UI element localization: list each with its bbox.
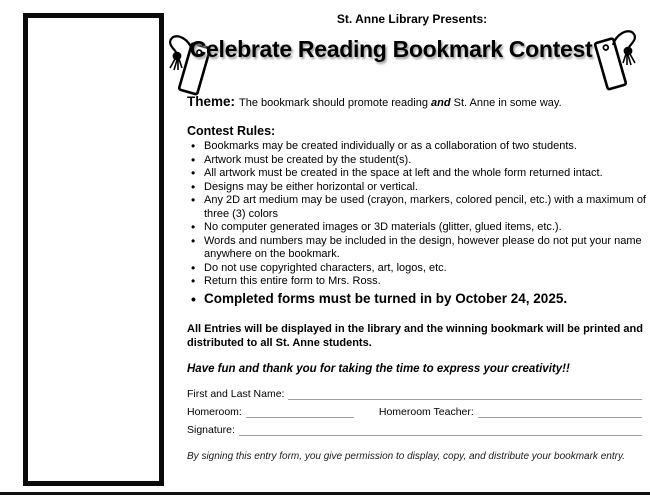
theme-emphasis: and	[431, 97, 451, 109]
rule-item: • All artwork must be created in the space at left and the whole form returned intact.	[187, 167, 649, 181]
permission-note: By signing this entry form, you give permission to display, copy, and distribute your bookmark entry.	[187, 451, 625, 462]
homeroom-teacher-label: Homeroom Teacher:	[378, 406, 474, 418]
bookmark-tassel-icon	[578, 26, 640, 92]
rule-item: • Designs may be either horizontal or vertical.	[187, 181, 649, 195]
theme-text-after: St. Anne in some way.	[450, 97, 562, 109]
rule-item: • Words and numbers may be included in the design, however please do not put your name anywhere on the bookmark.	[187, 235, 649, 262]
rules-heading: Contest Rules:	[187, 124, 276, 138]
contest-rules-section	[187, 124, 649, 307]
name-row	[187, 388, 642, 400]
encouragement-note: Have fun and thank you for taking the time to express your creativity!!	[187, 363, 570, 375]
rule-item: • No computer generated images or 3D materials (glitter, glued items, etc.).	[187, 221, 649, 235]
homeroom-field	[246, 406, 354, 418]
rule-item: • Return this entire form to Mrs. Ross.	[187, 275, 649, 289]
homeroom-row	[187, 406, 642, 418]
theme-text-before: The bookmark should promote reading	[239, 97, 432, 109]
rule-item: • Any 2D art medium may be used (crayon, markers, colored pencil, etc.) with a maximum of three (3) colors	[187, 194, 649, 221]
rule-item: • Do not use copyrighted characters, art, logos, etc.	[187, 262, 649, 276]
rules-list	[187, 140, 649, 307]
signature-field	[239, 424, 642, 436]
homeroom-label: Homeroom:	[187, 406, 242, 418]
bookmark-drawing-area	[23, 13, 164, 486]
theme-label: Theme:	[187, 94, 236, 109]
page-bottom-rule	[0, 492, 650, 495]
signature-row	[187, 424, 642, 436]
entries-display-note: All Entries will be displayed in the library and the winning bookmark will be printed and distributed to all St. Anne students.	[187, 323, 643, 349]
presents-line: St. Anne Library Presents:	[336, 12, 488, 26]
homeroom-teacher-field	[478, 406, 642, 418]
signature-label: Signature:	[187, 424, 235, 436]
name-label: First and Last Name:	[187, 388, 285, 400]
rule-item: • Bookmarks may be created individually or as a collaboration of two students.	[187, 140, 649, 154]
page-title: Celebrate Reading Bookmark Contest	[189, 36, 593, 62]
rule-item: • Artwork must be created by the student(s).	[187, 154, 649, 168]
theme-line	[187, 94, 643, 109]
deadline-rule: • Completed forms must be turned in by October 24, 2025.	[187, 290, 649, 307]
name-field	[288, 388, 642, 400]
